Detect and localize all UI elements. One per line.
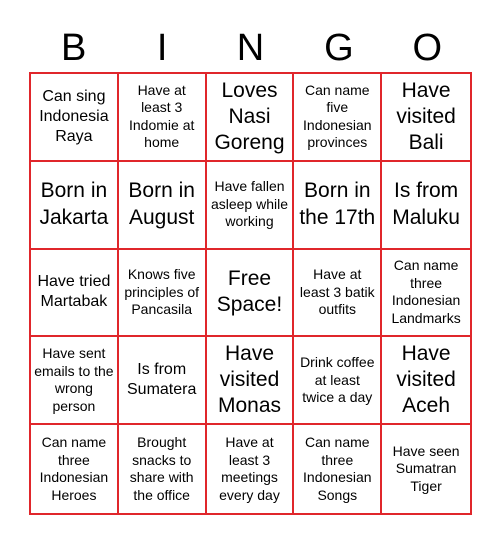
cell-text: Brought snacks to share with the office (129, 434, 194, 503)
cell-text: Born in August (128, 179, 195, 229)
cell-text: Have at least 3 batik outfits (299, 266, 375, 318)
bingo-cell[interactable] (119, 425, 207, 513)
cell-text: Drink coffee at least twice a day (300, 354, 375, 406)
bingo-cell[interactable] (294, 337, 382, 425)
cell-text: Can sing Indonesia Raya (39, 87, 109, 145)
header-letter-g: G (324, 26, 355, 69)
bingo-cell[interactable] (382, 250, 470, 338)
bingo-cell[interactable] (31, 425, 119, 513)
bingo-cell[interactable] (294, 74, 382, 162)
bingo-cell[interactable] (382, 74, 470, 162)
cell-text: Have visited Bali (396, 78, 456, 155)
cell-text: Can name three Indonesian Landmarks (391, 257, 461, 326)
cell-text: Born in the 17th (299, 179, 376, 229)
cell-text: Is from Maluku (392, 179, 460, 229)
cell-text: Have at least 3 Indomie at home (129, 81, 195, 151)
bingo-cell[interactable] (207, 162, 295, 250)
cell-text: Born in Jakarta (39, 179, 109, 229)
bingo-cell[interactable] (119, 74, 207, 162)
cell-text: Loves Nasi Goreng (214, 78, 285, 155)
cell-text: Can name three Indonesian Songs (303, 434, 372, 503)
bingo-cell[interactable] (382, 162, 470, 250)
bingo-cell[interactable] (31, 162, 119, 250)
bingo-cell[interactable] (119, 250, 207, 338)
bingo-cell[interactable] (294, 425, 382, 513)
cell-text: Have tried Martabak (37, 273, 111, 311)
bingo-cell[interactable] (207, 425, 295, 513)
bingo-cell[interactable] (382, 337, 470, 425)
cell-text: Can name five Indonesian provinces (303, 81, 372, 151)
cell-text: Can name three Indonesian Heroes (39, 434, 109, 503)
bingo-grid (29, 72, 472, 515)
bingo-cell[interactable] (119, 162, 207, 250)
cell-text: Knows five principles of Pancasila (124, 266, 200, 318)
cell-text: Have seen Sumatran Tiger (392, 442, 460, 494)
header-letter-o: O (412, 26, 444, 69)
cell-text: Have visited Aceh (396, 341, 456, 418)
free-space-cell[interactable] (207, 250, 295, 338)
bingo-cell[interactable] (382, 425, 470, 513)
bingo-cell[interactable] (207, 74, 295, 162)
bingo-cell[interactable] (294, 162, 382, 250)
header-letter-n: N (236, 26, 266, 69)
bingo-header (30, 20, 472, 76)
bingo-cell[interactable] (294, 250, 382, 338)
cell-text: Have fallen asleep while working (210, 178, 289, 230)
bingo-cell[interactable] (207, 337, 295, 425)
cell-text: Is from Sumatera (127, 361, 197, 399)
cell-text: Have visited Monas (217, 341, 281, 418)
bingo-cell[interactable] (31, 250, 119, 338)
cell-text: Free Space! (216, 267, 283, 317)
bingo-cell[interactable] (31, 337, 119, 425)
bingo-cell[interactable] (31, 74, 119, 162)
header-letter-i: I (156, 26, 169, 69)
bingo-cell[interactable] (119, 337, 207, 425)
cell-text: Have sent emails to the wrong person (34, 345, 114, 414)
cell-text: Have at least 3 meetings every day (219, 434, 280, 503)
header-letter-b: B (61, 26, 88, 69)
